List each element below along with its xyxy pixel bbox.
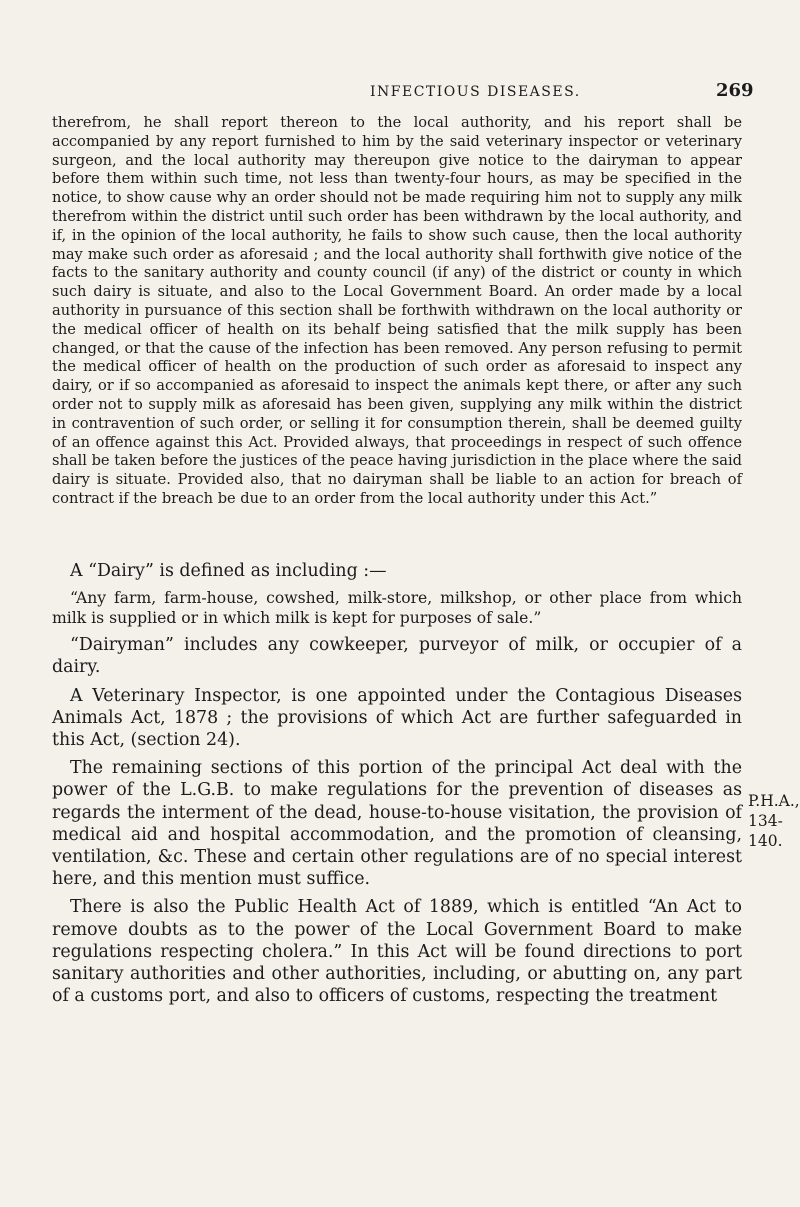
dairyman-definition: “Dairyman” includes any cowkeeper, purveyor of milk, or occupier of a dairy. <box>52 635 742 678</box>
cholera-act-paragraph: There is also the Public Health Act of 1889, which is entitled “An Act to remove doubts as to the power of the Local Government Board to make regulations respecting cholera.” In this Act will be found directions to port sanitary authorities and other authorities, including, or abutting on, any part of a customs port, and also to officers of customs, respecting the treatment <box>52 897 742 1007</box>
margin-reference-line: 134-140. <box>748 812 783 850</box>
remaining-sections-paragraph: The remaining sections of this portion of the principal Act deal with the power of the L.G.B. to make regulations for the prevention of diseases as regards the interment of the dead, house-to-house visitation, the provision of medical aid and hospital accommodation, and the promotion of cleansing, ventilation, &c. These and certain other regulations are of no special interest here, and this mention must suffice. <box>52 758 742 890</box>
page-number: 269 <box>716 80 754 101</box>
dairy-definition-quote: “Any farm, farm-house, cowshed, milk-store, milkshop, or other place from which milk is supplied or in which milk is kept for purposes of sale.” <box>52 589 742 628</box>
statute-paragraph: therefrom, he shall report thereon to the local authority, and his report shall be accompanied by any report furnished to him by the said veterinary inspector or veterinary surgeon, and the local authority may thereupon give notice to the dairyman to appear before them within such time, not less than twenty-four hours, as may be specified in the notice, to show cause why an order should not be made requiring him not to supply any milk therefrom within the district until such order has been withdrawn by the local authority, and if, in the opinion of the local authority, he fails to show such cause, then the local authority may make such order as aforesaid ; and the local authority shall forthwith give notice of the facts to the sanitary authority and county council (if any) of the district or county in which such dairy is situate, and also to the Local Government Board. An order made by a local authority in pursuance of this section shall be forthwith withdrawn on the local authority or the medical officer of health on its behalf being satisfied that the milk supply has been changed, or that the cause of the infection has been removed. Any person refusing to permit the medical officer of health on the production of such order as aforesaid to inspect any dairy, or if so accompanied as aforesaid to inspect the animals kept there, or after any such order not to supply milk as aforesaid has been given, supplying any milk within the district in contravention of such order, or selling it for consumption therein, shall be deemed guilty of an offence against this Act. Provided always, that proceedings in respect of such offence shall be taken before the justices of the peace having jurisdiction in the place where the said dairy is situate. Provided also, that no dairyman shall be liable to an action for breach of contract if the breach be due to an order from the local authority under this Act.” <box>52 114 742 507</box>
margin-reference-line: P.H.A., <box>748 792 800 810</box>
dairy-definition-intro: A “Dairy” is defined as including :— <box>70 561 387 581</box>
running-head: INFECTIOUS DISEASES. <box>370 84 581 100</box>
body-text <box>52 560 742 1013</box>
quoted-statute-text <box>52 114 742 509</box>
margin-reference <box>748 791 800 851</box>
veterinary-inspector-paragraph: A Veterinary Inspector, is one appointed under the Contagious Diseases Animals Act, 1878 ; the provisions of which Act are further safeguarded in this Act, (section 24). <box>52 685 742 751</box>
